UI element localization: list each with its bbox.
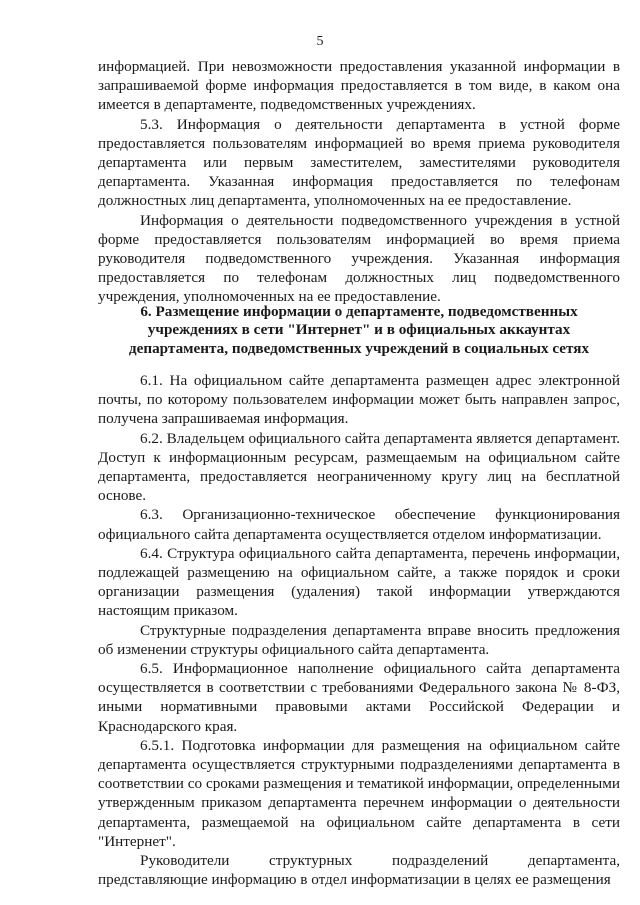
paragraph: 6.1. На официальном сайте департамента размещен адрес электронной почты, по которому пользователем информации может быть направлен запрос, получена запрашиваемая информация. bbox=[98, 372, 620, 428]
paragraph: 6.5. Информационное наполнение официального сайта департамента осуществляется в соответствии с требованиями Федерального закона № 8-ФЗ, иными нормативными правовыми актами Российской Федерации и Краснодарского края. bbox=[98, 660, 620, 735]
section-heading-line: учреждениях в сети "Интернет" и в официальных аккаунтах bbox=[147, 321, 571, 339]
body-block-1 bbox=[98, 57, 620, 307]
section-heading-line: 6. Размещение информации о департаменте, подведомственных bbox=[140, 303, 578, 320]
paragraph: 6.2. Владельцем официального сайта департамента является департамент. Доступ к информационным ресурсам, размещаемым на официальном сайте департамента, предоставляется неограниченному кругу лиц на бесплатной основе. bbox=[98, 429, 620, 505]
paragraph: 6.4. Структура официального сайта департамента, перечень информации, подлежащей размещению на официальном сайте, а также порядок и сроки организации размещения (удаления) такой информации утверждаются настоящим приказом. bbox=[98, 544, 620, 620]
paragraph: 6.3. Организационно-техническое обеспечение функционирования официального сайта департамента осуществляется отделом информатизации. bbox=[98, 506, 620, 543]
page-number: 5 bbox=[316, 34, 324, 49]
paragraph: Руководители структурных подразделений департамента, представляющие информацию в отдел информатизации в целях ее размещения bbox=[98, 852, 620, 889]
paragraph: Структурные подразделения департамента вправе вносить предложения об изменении структуры официального сайта департамента. bbox=[98, 621, 620, 658]
paragraph: информацией. При невозможности предоставления указанной информации в запрашиваемой форме информация предоставляется в том виде, в каком она имеется в департаменте, подведомственных учреждениях. bbox=[98, 58, 620, 114]
body-block-2 bbox=[98, 371, 620, 889]
section-heading-line: департамента, подведомственных учреждений в социальных сетях bbox=[128, 339, 590, 357]
paragraph: Информация о деятельности подведомственного учреждения в устной форме предоставляется пользователям информацией во время приема руководителя подведомственного учреждения. Указанная информация предоставляется по телефонам должностных лиц подведомственного учреждения, уполномоченных на ее предоставление. bbox=[98, 211, 620, 306]
paragraph: 5.3. Информация о деятельности департамента в устной форме предоставляется пользователям информацией во время приема руководителя департамента или первым заместителем, заместителями руководителя департамента. Указанная информация предоставляется по телефонам должностных лиц департамента, уполномоченных на ее предоставление. bbox=[98, 115, 620, 210]
paragraph: 6.5.1. Подготовка информации для размещения на официальном сайте департамента осуществляется структурными подразделениями департамента в соответствии со сроками размещения и тематикой информации, определенными утвержденным приказом департамента перечнем информации о деятельности департамента, размещаемой на официальном сайте департамента в сети "Интернет". bbox=[98, 736, 620, 850]
section-heading bbox=[98, 303, 620, 358]
